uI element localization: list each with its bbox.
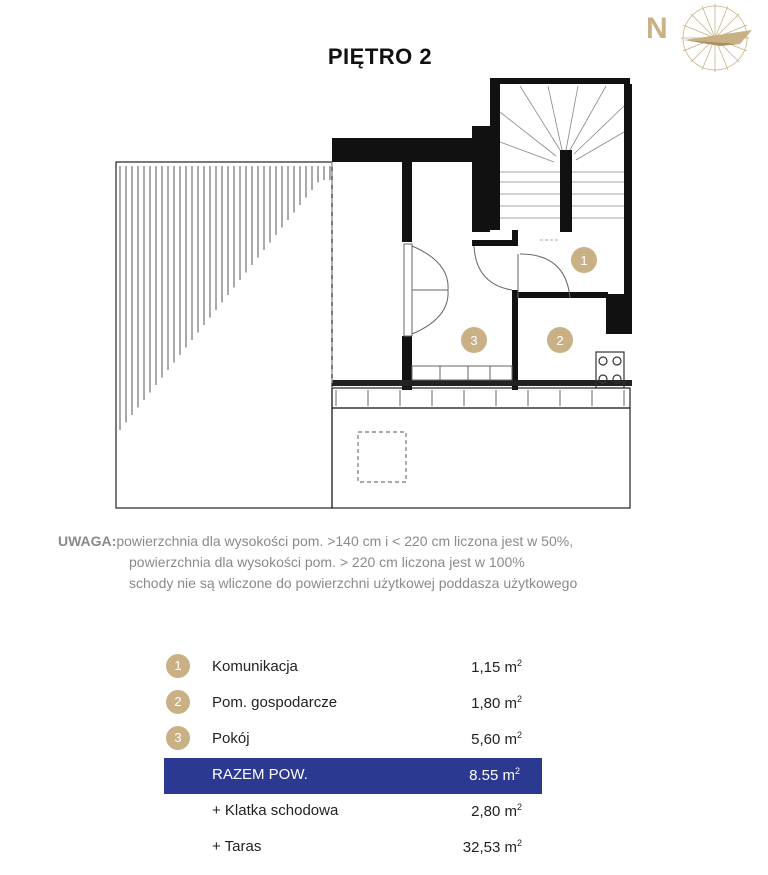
legend-extra-label: + Taras [212, 838, 262, 855]
room-badge-3 [461, 327, 487, 353]
note [58, 531, 758, 594]
legend-extra-row [164, 794, 544, 830]
room-number-1: 1 [580, 253, 588, 268]
legend-badge: 1 [166, 654, 190, 678]
legend-row [164, 650, 544, 686]
room-badge-2 [547, 327, 573, 353]
legend-badge: 3 [166, 726, 190, 750]
legend-row [164, 722, 544, 758]
legend-value: 5,60 $m^2$ [471, 730, 522, 748]
legend-label: Pokój [212, 730, 250, 747]
legend-extra-value: 2,80 $m^2$ [471, 802, 522, 820]
legend-extra-row [164, 830, 544, 866]
legend-total-row [164, 758, 542, 794]
legend-total-label: RAZEM POW. [212, 766, 308, 783]
area-legend [164, 650, 544, 866]
legend-value: 1,15 $m^2$ [471, 658, 522, 676]
terrace-area [116, 162, 332, 508]
note-line-3: schody nie są wliczone do powierzchni użytkowej poddasza użytkowego [129, 575, 578, 591]
note-label: UWAGA: [58, 533, 117, 549]
legend-label: Pom. gospodarcze [212, 694, 338, 711]
legend-extra-label: + Klatka schodowa [212, 802, 339, 819]
legend-row [164, 686, 544, 722]
compass-north-label: N [646, 12, 668, 45]
legend-badge: 2 [166, 690, 190, 714]
legend-value: 1,80 $m^2$ [471, 694, 522, 712]
room-badge-1 [571, 247, 597, 273]
note-line-1: powierzchnia dla wysokości pom. >140 cm i < 220 cm liczona jest w 50%, [116, 533, 574, 549]
legend-label: Komunikacja [212, 658, 298, 675]
legend-extra-value: 32,53 $m^2$ [462, 838, 522, 856]
page-title: PIĘTRO 2 [327, 44, 433, 69]
note-line-2: powierzchnia dla wysokości pom. > 220 cm liczona jest w 100% [129, 554, 525, 570]
room-number-2: 2 [556, 333, 564, 348]
legend-total-value: 8.55 $m^2$ [469, 766, 520, 784]
room-number-3: 3 [470, 333, 478, 348]
